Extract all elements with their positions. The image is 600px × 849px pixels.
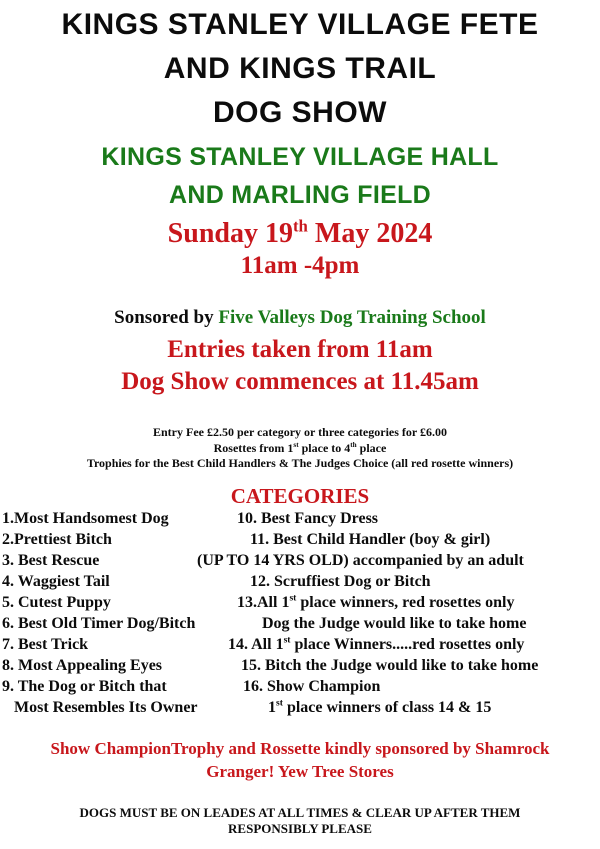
category-row xyxy=(0,678,600,699)
category-row xyxy=(0,531,600,552)
sponsor-name: Five Valleys Dog Training School xyxy=(218,307,486,328)
category-row xyxy=(0,573,600,594)
show-champion-line-2: Granger! Yew Tree Stores xyxy=(206,762,394,781)
category-left: 2.Prettiest Bitch xyxy=(2,531,112,548)
category-right: 12. Scruffiest Dog or Bitch xyxy=(250,573,431,590)
category-row xyxy=(0,657,600,678)
category-right: 16. Show Champion xyxy=(243,678,381,695)
sponsor-line: Sonsored by Five Valleys Dog Training School xyxy=(114,307,486,328)
entry-fee-line: Entry Fee £2.50 per category or three categories for £6.00 xyxy=(152,425,448,439)
category-row xyxy=(0,510,600,531)
categories-heading: CATEGORIES xyxy=(230,484,370,508)
category-left: 1.Most Handsomest Dog xyxy=(2,510,169,527)
category-row xyxy=(0,636,600,657)
event-date: Sunday 19th May 2024 xyxy=(167,216,433,249)
category-right: 13.All 1st place winners, red rosettes only xyxy=(237,592,515,611)
leads-warning-line-1: DOGS MUST BE ON LEADES AT ALL TIMES & CLEAR UP AFTER THEM xyxy=(79,805,521,820)
category-row xyxy=(0,552,600,573)
category-left: 4. Waggiest Tail xyxy=(2,573,110,590)
category-right: 11. Best Child Handler (boy & girl) xyxy=(250,531,491,548)
category-left: 6. Best Old Timer Dog/Bitch xyxy=(2,615,196,632)
title-line-3: DOG SHOW xyxy=(213,96,387,129)
show-champion-line-1: Show ChampionTrophy and Rossette kindly sponsored by Shamrock xyxy=(50,739,550,758)
category-row xyxy=(0,615,600,636)
category-right: 1st place winners of class 14 & 15 xyxy=(268,697,492,716)
category-left: 8. Most Appealing Eyes xyxy=(2,657,163,674)
category-left: 9. The Dog or Bitch that xyxy=(2,678,167,695)
venue-line-2: AND MARLING FIELD xyxy=(168,181,432,209)
title-line-1: KINGS STANLEY VILLAGE FETE xyxy=(61,8,539,41)
category-left: 3. Best Rescue xyxy=(2,552,100,569)
category-right: Dog the Judge would like to take home xyxy=(262,615,527,632)
category-row xyxy=(0,699,600,720)
entries-line: Entries taken from 11am xyxy=(167,336,433,363)
rosettes-line: Rosettes from 1st place to 4th place xyxy=(213,441,387,455)
category-right: 15. Bitch the Judge would like to take home xyxy=(241,657,539,674)
show-start-line: Dog Show commences at 11.45am xyxy=(121,368,479,395)
category-left: 7. Best Trick xyxy=(2,636,89,653)
category-right: 14. All 1st place Winners.....red rosettes only xyxy=(228,634,525,653)
venue-line-1: KINGS STANLEY VILLAGE HALL xyxy=(101,143,499,171)
title-line-2: AND KINGS TRAIL xyxy=(163,52,437,85)
event-time: 11am -4pm xyxy=(240,252,360,279)
leads-warning-line-2: RESPONSIBLY PLEASE xyxy=(228,821,372,836)
category-row xyxy=(0,594,600,615)
category-left: Most Resembles Its Owner xyxy=(2,699,198,716)
category-right: 10. Best Fancy Dress xyxy=(237,510,379,527)
trophies-line: Trophies for the Best Child Handlers & The Judges Choice (all red rosette winners) xyxy=(86,456,514,470)
category-right: (UP TO 14 YRS OLD) accompanied by an adult xyxy=(197,552,524,569)
category-left: 5. Cutest Puppy xyxy=(2,594,111,611)
